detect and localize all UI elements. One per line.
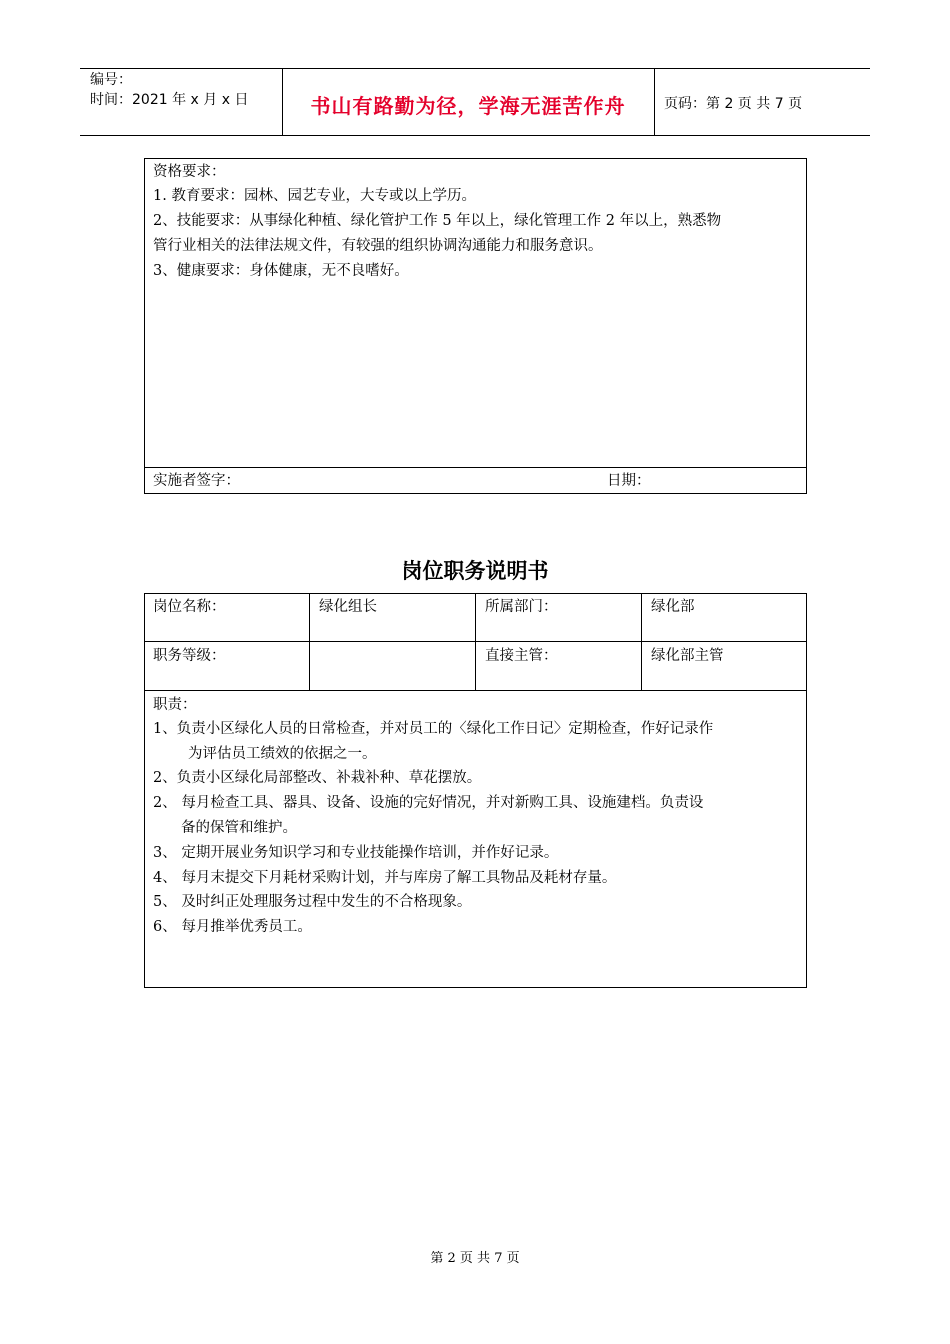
- supervisor-label: 直接主管：: [485, 648, 558, 664]
- duty-item: 6、 每月推举优秀员工。: [153, 919, 312, 935]
- duty-item: 3、 定期开展业务知识学习和专业技能操作培训，并作好记录。: [153, 845, 559, 861]
- position-label: 岗位名称：: [153, 599, 226, 615]
- duty-item-continuation: 为评估员工绩效的依据之一。: [188, 746, 377, 762]
- header-time-label: 时间：2021 年 x 月 x 日: [90, 92, 249, 108]
- department-label: 所属部门：: [485, 599, 558, 615]
- header-page-info: 页码：第 2 页 共 7 页: [664, 96, 803, 112]
- duties-heading: 职责：: [153, 697, 197, 713]
- duty-item: 1、负责小区绿化人员的日常检查，并对员工的〈绿化工作日记〉定期检查，作好记录作: [153, 721, 714, 737]
- qualifications-divider: [144, 467, 807, 468]
- header-bottom-rule: [80, 135, 870, 136]
- table-col-divider: [309, 593, 310, 690]
- duty-item: 2、负责小区绿化局部整改、补栽补种、草花摆放。: [153, 770, 482, 786]
- qualification-line: 管行业相关的法律法规文件，有较强的组织协调沟通能力和服务意识。: [153, 238, 603, 254]
- grade-label: 职务等级：: [153, 648, 226, 664]
- duty-item: 2、 每月检查工具、器具、设备、设施的完好情况，并对新购工具、设施建档。负责设: [153, 795, 704, 811]
- table-col-divider: [641, 593, 642, 690]
- page-footer: 第 2 页 共 7 页: [430, 1251, 520, 1266]
- qualification-line: 2、技能要求：从事绿化种植、绿化管护工作 5 年以上，绿化管理工作 2 年以上，熟悉物: [153, 213, 722, 229]
- date-label: 日期：: [607, 473, 651, 489]
- position-value: 绿化组长: [319, 599, 377, 615]
- duty-item: 5、 及时纠正处理服务过程中发生的不合格现象。: [153, 894, 472, 910]
- header-number-label: 编号：: [90, 72, 132, 88]
- qualification-line: 3、健康要求：身体健康，无不良嗜好。: [153, 263, 409, 279]
- qualification-line: 1. 教育要求：园林、园艺专业，大专或以上学历。: [153, 188, 476, 204]
- duty-item-continuation: 备的保管和维护。: [181, 820, 297, 836]
- supervisor-value: 绿化部主管: [651, 648, 724, 664]
- duty-item: 4、 每月末提交下月耗材采购计划，并与库房了解工具物品及耗材存量。: [153, 870, 617, 886]
- header-motto: 书山有路勤为径，学海无涯苦作舟: [310, 94, 626, 118]
- department-value: 绿化部: [651, 599, 695, 615]
- header-top-rule: [80, 68, 870, 69]
- qualifications-heading: 资格要求：: [153, 164, 226, 180]
- table-col-divider: [475, 593, 476, 690]
- signature-label: 实施者签字：: [153, 473, 240, 489]
- header-divider-right: [654, 68, 655, 136]
- table-row-divider: [144, 690, 807, 691]
- document-title: 岗位职务说明书: [401, 559, 549, 583]
